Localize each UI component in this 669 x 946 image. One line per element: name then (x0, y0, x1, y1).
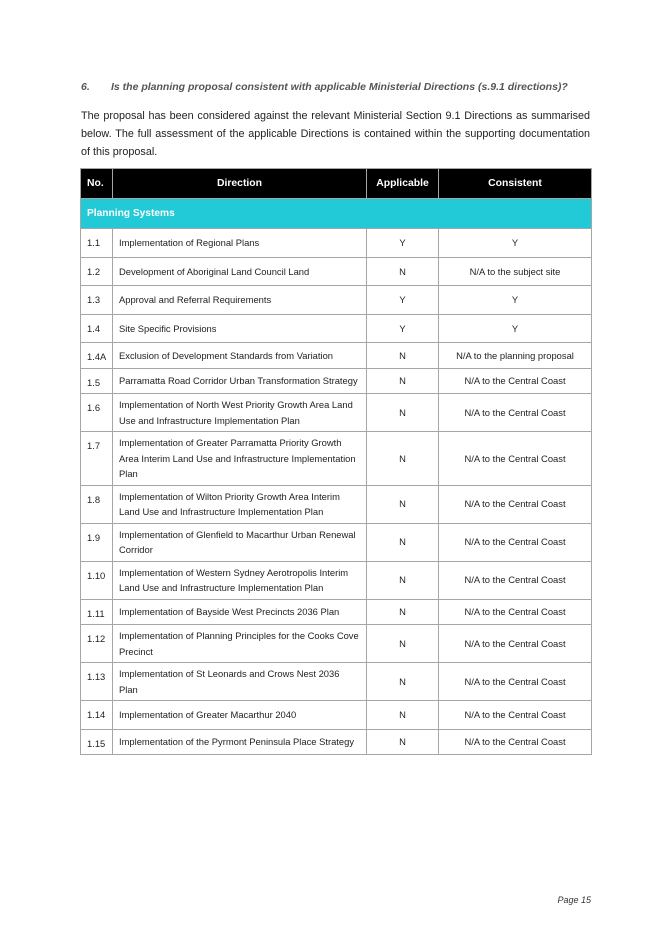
row-direction: Implementation of Wilton Priority Growth Area Interim Land Use and Infrastructure Implementation Plan (113, 485, 367, 523)
row-direction: Site Specific Provisions (113, 314, 367, 343)
row-direction: Approval and Referral Requirements (113, 286, 367, 315)
row-applicable: N (367, 625, 439, 663)
row-applicable: N (367, 663, 439, 701)
table-row (81, 394, 592, 432)
section-row (81, 199, 592, 229)
header-consistent: Consistent (439, 169, 592, 199)
row-consistent: N/A to the Central Coast (439, 485, 592, 523)
row-direction: Implementation of Planning Principles for the Cooks Cove Precinct (113, 625, 367, 663)
row-applicable: N (367, 561, 439, 599)
row-consistent: Y (439, 229, 592, 258)
row-consistent: N/A to the Central Coast (439, 599, 592, 625)
row-direction: Implementation of Glenfield to Macarthur Urban Renewal Corridor (113, 523, 367, 561)
header-no: No. (81, 169, 113, 199)
row-number: 1.14 (81, 701, 113, 730)
row-consistent: N/A to the Central Coast (439, 523, 592, 561)
table-row (81, 485, 592, 523)
row-consistent: N/A to the Central Coast (439, 625, 592, 663)
row-number: 1.9 (81, 523, 113, 561)
row-number: 1.4 (81, 314, 113, 343)
row-applicable: N (367, 394, 439, 432)
table-row (81, 314, 592, 343)
row-number: 1.8 (81, 485, 113, 523)
row-direction: Implementation of St Leonards and Crows Nest 2036 Plan (113, 663, 367, 701)
row-consistent: N/A to the planning proposal (439, 343, 592, 369)
row-applicable: N (367, 432, 439, 486)
row-number: 1.13 (81, 663, 113, 701)
section-number: 6. (81, 81, 90, 93)
row-number: 1.6 (81, 394, 113, 432)
row-number: 1.15 (81, 729, 113, 755)
header-applicable: Applicable (367, 169, 439, 199)
row-direction: Implementation of Bayside West Precincts 2036 Plan (113, 599, 367, 625)
table-row (81, 625, 592, 663)
table-header-row (81, 169, 592, 199)
row-direction: Implementation of Western Sydney Aerotropolis Interim Land Use and Infrastructure Implementation Plan (113, 561, 367, 599)
table-row (81, 257, 592, 286)
row-number: 1.5 (81, 368, 113, 394)
row-direction: Implementation of Greater Macarthur 2040 (113, 701, 367, 730)
table-row (81, 229, 592, 258)
table-row (81, 523, 592, 561)
header-direction: Direction (113, 169, 367, 199)
row-direction: Development of Aboriginal Land Council Land (113, 257, 367, 286)
row-applicable: N (367, 343, 439, 369)
section-question: Is the planning proposal consistent with applicable Ministerial Directions (s.9.1 directions)? (111, 81, 568, 93)
row-direction: Parramatta Road Corridor Urban Transformation Strategy (113, 368, 367, 394)
row-consistent: N/A to the Central Coast (439, 432, 592, 486)
row-number: 1.4A (81, 343, 113, 369)
row-applicable: Y (367, 314, 439, 343)
row-direction: Implementation of Greater Parramatta Priority Growth Area Interim Land Use and Infrastructure Implementation Plan (113, 432, 367, 486)
row-direction: Implementation of the Pyrmont Peninsula Place Strategy (113, 729, 367, 755)
table-row (81, 343, 592, 369)
table-body (81, 199, 592, 755)
section-heading (81, 81, 601, 93)
row-number: 1.2 (81, 257, 113, 286)
row-number: 1.11 (81, 599, 113, 625)
row-applicable: Y (367, 286, 439, 315)
row-consistent: N/A to the Central Coast (439, 701, 592, 730)
row-direction: Exclusion of Development Standards from Variation (113, 343, 367, 369)
row-consistent: N/A to the subject site (439, 257, 592, 286)
table-row (81, 599, 592, 625)
row-consistent: N/A to the Central Coast (439, 561, 592, 599)
row-direction: Implementation of Regional Plans (113, 229, 367, 258)
intro-paragraph: The proposal has been considered against the relevant Ministerial Section 9.1 Directions as summarised below. The full assessment of the applicable Directions is contained within the supporting documentation of this proposal. (81, 110, 590, 158)
table-row (81, 286, 592, 315)
table-row (81, 701, 592, 730)
row-applicable: N (367, 701, 439, 730)
row-consistent: Y (439, 286, 592, 315)
table-row (81, 561, 592, 599)
row-applicable: Y (367, 229, 439, 258)
row-consistent: N/A to the Central Coast (439, 729, 592, 755)
row-direction: Implementation of North West Priority Growth Area Land Use and Infrastructure Implementation Plan (113, 394, 367, 432)
row-consistent: N/A to the Central Coast (439, 394, 592, 432)
row-applicable: N (367, 523, 439, 561)
row-number: 1.3 (81, 286, 113, 315)
page-number: Page 15 (557, 895, 591, 905)
row-applicable: N (367, 729, 439, 755)
row-applicable: N (367, 368, 439, 394)
row-number: 1.10 (81, 561, 113, 599)
table-row (81, 368, 592, 394)
row-applicable: N (367, 599, 439, 625)
table-row (81, 432, 592, 486)
directions-table (80, 168, 592, 755)
row-consistent: Y (439, 314, 592, 343)
row-number: 1.12 (81, 625, 113, 663)
row-applicable: N (367, 485, 439, 523)
row-applicable: N (367, 257, 439, 286)
table-row (81, 729, 592, 755)
row-number: 1.7 (81, 432, 113, 486)
row-consistent: N/A to the Central Coast (439, 663, 592, 701)
row-number: 1.1 (81, 229, 113, 258)
section-label: Planning Systems (81, 199, 592, 229)
row-consistent: N/A to the Central Coast (439, 368, 592, 394)
table-row (81, 663, 592, 701)
